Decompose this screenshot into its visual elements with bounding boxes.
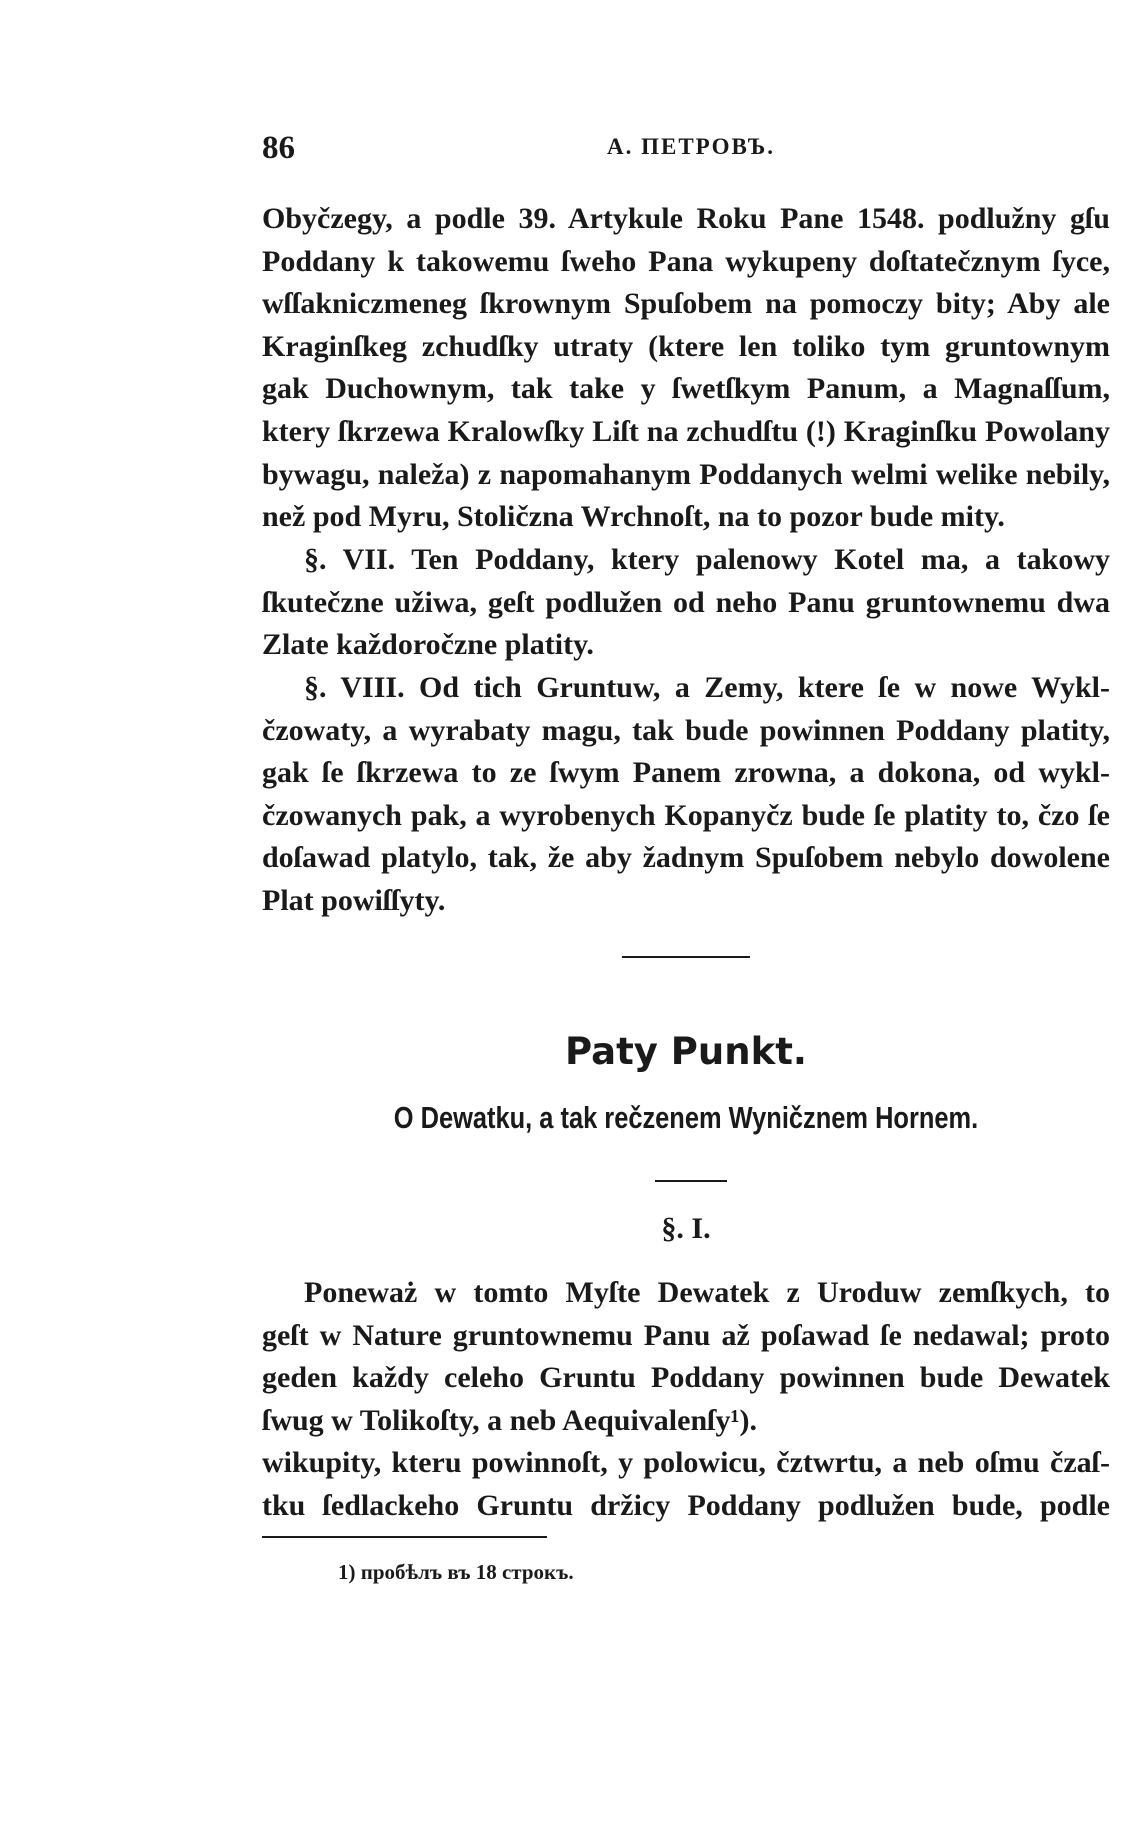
section-divider bbox=[622, 956, 750, 958]
text-line: Plat powiſſyty. bbox=[262, 883, 446, 917]
text-line: tku ſedlackeho Gruntu držicy Poddany podlužen bude, podle bbox=[262, 1488, 1110, 1522]
text-line: geſt w Nature gruntownemu Panu až poſawad ſe nedawal; proto bbox=[262, 1318, 1110, 1352]
footnote: 1) пробѣлъ въ 18 строкъ. bbox=[338, 1560, 574, 1584]
text-line: čzowaty, a wyrabaty magu, tak bude powinnen Poddany platity, bbox=[262, 713, 1110, 747]
text-line: Poddany k takowemu ſweho Pana wykupeny doſtatečznym ſyce, bbox=[262, 244, 1110, 278]
paragraph-continuation bbox=[262, 198, 1110, 539]
running-head bbox=[262, 130, 1122, 174]
text-line: ſwug w Tolikoſty, a neb Aequivalenſy¹). bbox=[262, 1403, 757, 1437]
chapter-subtitle: O Dewatku, a tak rečzenem Wyničznem Hornem. bbox=[393, 1100, 979, 1135]
text-line: Poneważ w tomto Myſte Dewatek z Uroduw zemſkych, to bbox=[304, 1276, 1110, 1309]
text-line: než pod Myru, Stoličzna Wrchnoſt, na to pozor bude mity. bbox=[262, 500, 1005, 534]
page-number: 86 bbox=[262, 130, 295, 166]
text-line: ſkutečzne užiwa, geſt podlužen od neho Panu gruntownemu dwa bbox=[262, 585, 1110, 619]
text-line: doſawad platylo, tak, že aby žadnym Spuſobem nebylo dowolene bbox=[262, 841, 1110, 875]
text-line: Obyčzegy, a podle 39. Artykule Roku Pane 1548. podlužny gſu bbox=[262, 202, 1110, 235]
text-line: čzowanych pak, a wyrobenych Kopanyčz bude ſe platity to, čzo ſe bbox=[262, 798, 1110, 832]
text-line: Zlate každoročzne platity. bbox=[262, 628, 594, 662]
text-line: bywagu, naleža) z napomahanym Poddanych welmi welike nebily, bbox=[262, 457, 1110, 491]
text-line: ktery ſkrzewa Kralowſky Liſt na zchudſtu (!) Kraginſku Powolany bbox=[262, 414, 1110, 448]
text-line: geden každy celeho Gruntu Poddany powinnen bude Dewatek bbox=[262, 1361, 1110, 1395]
text-line: §. VIII. Od tich Gruntuw, a Zemy, ktere ſe w nowe Wykl- bbox=[304, 671, 1110, 704]
footnote-rule bbox=[262, 1536, 547, 1538]
section-viii bbox=[262, 667, 1110, 923]
heading-divider bbox=[655, 1180, 727, 1182]
section-mark: §. I. bbox=[661, 1212, 711, 1245]
text-line: gak Duchownym, tak take y ſwetſkym Panum, a Magnaſſum, bbox=[262, 372, 1110, 406]
text-line: Kraginſkeg zchudſky utraty (ktere len toliko tym gruntownym bbox=[262, 329, 1110, 363]
running-title: А. ПЕТРОВЪ. bbox=[607, 134, 775, 159]
text-line: wſſakniczmeneg ſkrownym Spuſobem na pomoczy bity; Aby ale bbox=[262, 287, 1110, 321]
chapter-title: Paty Punkt. bbox=[565, 1030, 807, 1073]
section-vii bbox=[262, 539, 1110, 667]
text-line: wikupity, kteru powinnoſt, y polowicu, čztwrtu, a neb oſmu čzaſ- bbox=[262, 1446, 1110, 1480]
text-line: §. VII. Ten Poddany, ktery palenowy Kotel ma, a takowy bbox=[304, 543, 1110, 576]
text-line: gak ſe ſkrzewa to ze ſwym Panem zrowna, a dokona, od wykl- bbox=[262, 756, 1110, 790]
section-i bbox=[262, 1272, 1110, 1528]
